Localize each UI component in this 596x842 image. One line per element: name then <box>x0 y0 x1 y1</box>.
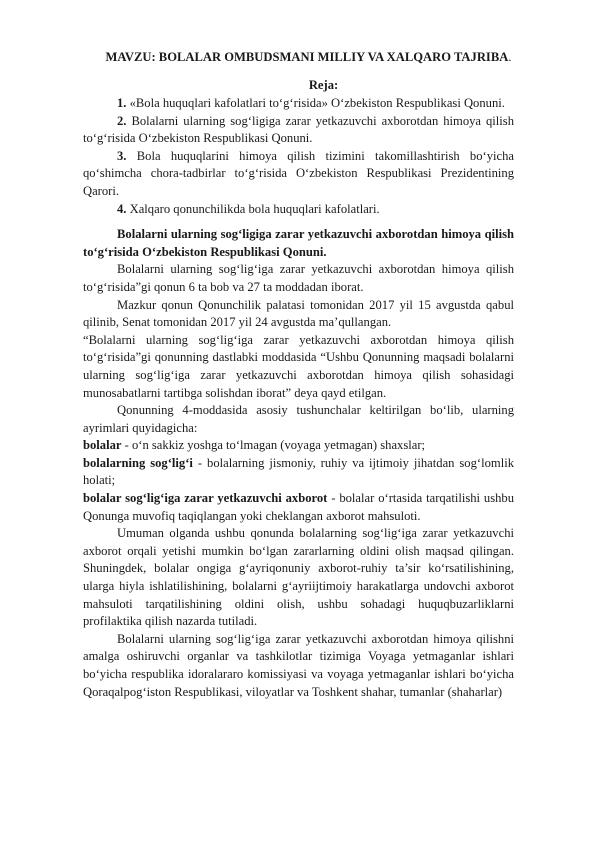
title-dot: . <box>508 50 512 64</box>
paragraph-4: Qonunning 4-moddasida asosiy tushunchalar keltirilgan bo‘lib, ularning ayrimlari quyidagicha: <box>83 403 514 435</box>
paragraph-6: Bolalarni ularning sog‘lig‘iga zarar yetkazuvchi axborotdan himoya qilishni amalga oshiruvchi organlar va tashkilotlar tizimiga Voyaga yetmaganlar ishlari bo‘yicha respublika idoralararo komissiyasi va voyaga yetmaganlar ishlari bo‘yicha Qoraqalpog‘iston Respublikasi, viloyatlar va Toshkent shahar, tumanlar (shaharlar) <box>83 631 514 699</box>
plan-item-4: 4. Xalqaro qonunchilikda bola huquqlari kafolatlari. <box>117 201 380 216</box>
paragraph-2: Mazkur qonun Qonunchilik palatasi tomonidan 2017 yil 15 avgustda qabul qilinib, Senat tomonidan 2017 yil 24 avgustda ma’qullangan. <box>83 297 514 330</box>
document-title <box>83 46 514 69</box>
paragraph-5: Umuman olganda ushbu qonunda bolalarning sog‘lig‘iga zarar yetkazuvchi axborot orqali yetishi mumkin bo‘lgan zararlarning oldini olish maqsad qilingan. Shuningdek, bolalar ongiga g‘ayriqonuniy axborot-ruhiy ta’sir ko‘rsatilishining, ularga hiyla ishlatilishining, bolalarni g‘ayriijtimoiy harakatlarga undovchi axborot mahsuloti tarqatilishining oldini olish, ushbu sohadagi huquqbuzarliklarni profilaktika qilish nazarda tutiladi. <box>83 526 514 629</box>
plan-item-3: 3. Bola huquqlarini himoya qilish tizimini takomillashtirish bo‘yicha qo‘shimcha chora-tadbirlar to‘g‘risida O‘zbekiston Respublikasi Prezidentining Qarori. <box>83 148 514 198</box>
plan-item-2: 2. Bolalarni ularning sog‘ligiga zarar yetkazuvchi axborotdan himoya qilish to‘g‘risida O‘zbekiston Respublikasi Qonuni. <box>83 113 514 146</box>
definition-2: bolalarning sog‘lig‘i - bolalarning jismoniy, ruhiy va ijtimoiy jihatdan sog‘lomlik holati; <box>83 455 514 488</box>
definition-1: bolalar - o‘n sakkiz yoshga to‘lmagan (voyaga yetmagan) shaxslar; <box>83 438 426 453</box>
section-heading: Bolalarni ularning sog‘ligiga zarar yetkazuvchi axborotdan himoya qilish to‘g‘risida O‘zbekiston Respublikasi Qonuni. <box>83 227 514 259</box>
paragraph-1: Bolalarni ularning sog‘lig‘iga zarar yetkazuvchi axborotdan himoya qilish to‘g‘risida”gi qonun 6 ta bob va 27 ta moddadan iborat. <box>83 262 514 294</box>
title-text: MAVZU: BOLALAR OMBUDSMANI MILLIY VA XALQARO TAJRIBA <box>105 50 509 64</box>
plan-heading: Reja: <box>308 78 339 92</box>
paragraph-3: “Bolalarni ularning sog‘lig‘iga zarar yetkazuvchi axborotdan himoya qilish to‘g‘risida”gi qonunning dastlabki moddasida “Ushbu Qonunning maqsadi bolalarni ularning sog‘lig‘iga zarar yetkazuvchi axborotdan himoya qilish sohasidagi munosabatlarni tartibga solishdan iborat” deya qayd etilgan. <box>83 332 514 400</box>
definition-term: bolalar <box>83 438 122 453</box>
definition-term: bolalarning sog‘lig‘i <box>83 455 193 470</box>
definition-3: bolalar sog‘lig‘iga zarar yetkazuvchi axborot - bolalar o‘rtasida tarqatilishi ushbu Qonunga muvofiq taqiqlangan yoki cheklangan axborot mahsuloti. <box>83 491 514 523</box>
plan-item-1: 1. «Bola huquqlari kafolatlari to‘g‘risida» O‘zbekiston Respublikasi Qonuni. <box>117 96 505 110</box>
definition-term: bolalar sog‘lig‘iga zarar yetkazuvchi axborot <box>83 491 328 506</box>
